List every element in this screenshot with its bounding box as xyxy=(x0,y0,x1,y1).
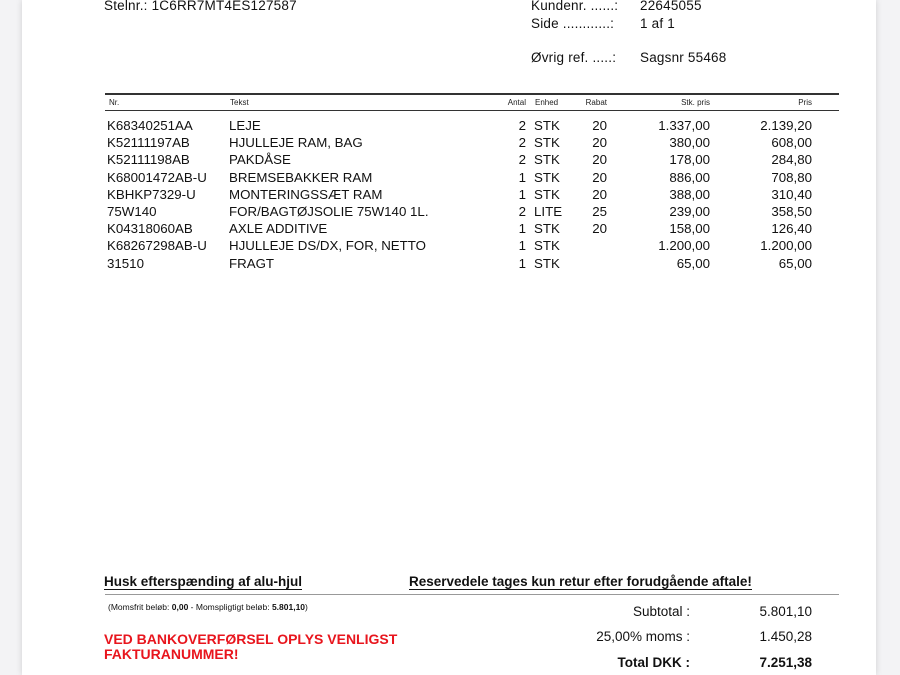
col-header-rabat: Rabat xyxy=(585,98,607,107)
kundenr-label: Kundenr. ......: xyxy=(531,0,619,13)
cell-tekst: HJULLEJE RAM, BAG xyxy=(229,135,363,151)
table-row xyxy=(22,221,876,238)
cell-enhed: STK xyxy=(534,152,560,168)
footer-rule xyxy=(105,594,839,595)
cell-pris: 2.139,20 xyxy=(760,118,812,133)
cell-nr: K68001472AB-U xyxy=(107,169,207,185)
total-label: Total DKK : xyxy=(617,655,690,670)
invoice-page xyxy=(22,0,876,675)
cell-nr: K68267298AB-U xyxy=(107,238,207,254)
table-row xyxy=(22,256,876,273)
cell-tekst: FOR/BAGTØJSOLIE 75W140 1L. xyxy=(229,204,429,219)
cell-nr: K68340251AA xyxy=(107,118,193,133)
cell-nr: K52111197AB xyxy=(107,135,190,151)
momsfrit-value: 0,00 xyxy=(171,602,189,612)
cell-pris: 310,40 xyxy=(771,186,812,202)
table-header-rule xyxy=(105,110,839,111)
cell-pris: 358,50 xyxy=(771,204,812,219)
col-header-tekst: Tekst xyxy=(230,98,249,107)
cell-rabat: 20 xyxy=(592,169,607,185)
table-row xyxy=(22,187,876,204)
cell-stkpris: 886,00 xyxy=(669,169,710,185)
bank-notice-line1: VED BANKOVERFØRSEL OPLYS VENLIGST xyxy=(104,631,398,647)
notice-alu-hjul: Husk efterspænding af alu-hjul xyxy=(104,574,303,589)
col-header-pris: Pris xyxy=(798,98,812,107)
cell-stkpris: 1.200,00 xyxy=(658,238,710,254)
cell-enhed: STK xyxy=(534,221,560,237)
cell-tekst: FRAGT xyxy=(229,255,275,271)
cell-pris: 284,80 xyxy=(771,152,812,168)
cell-antal: 1 xyxy=(518,238,526,254)
moms-label: 25,00% moms : xyxy=(596,629,690,644)
table-row xyxy=(22,204,876,221)
col-header-stkpris: Stk. pris xyxy=(681,98,710,107)
cell-nr: 31510 xyxy=(107,255,144,271)
cell-stkpris: 65,00 xyxy=(676,255,710,271)
table-row xyxy=(22,170,876,187)
cell-rabat: 20 xyxy=(592,152,607,168)
moms-breakdown xyxy=(108,602,308,612)
cell-rabat: 20 xyxy=(592,221,607,237)
col-header-enhed: Enhed xyxy=(535,98,559,107)
notice-retur: Reservedele tages kun retur efter forudgående aftale! xyxy=(409,574,752,589)
cell-enhed: STK xyxy=(534,135,560,151)
cell-antal: 2 xyxy=(518,204,526,219)
cell-antal: 1 xyxy=(518,221,526,237)
total-value: 7.251,38 xyxy=(759,655,812,670)
cell-pris: 126,40 xyxy=(771,221,812,237)
moms-value: 1.450,28 xyxy=(759,629,812,644)
cell-pris: 1.200,00 xyxy=(760,238,812,254)
cell-stkpris: 1.337,00 xyxy=(658,118,710,133)
subtotal-value: 5.801,10 xyxy=(759,604,812,619)
cell-nr: KBHKP7329-U xyxy=(107,186,196,202)
cell-antal: 2 xyxy=(518,118,526,133)
table-row xyxy=(22,238,876,255)
cell-pris: 65,00 xyxy=(778,255,812,271)
moms-suffix: ) xyxy=(305,602,308,612)
kundenr-value: 22645055 xyxy=(640,0,702,13)
cell-pris: 608,00 xyxy=(771,135,812,151)
cell-nr: K52111198AB xyxy=(107,152,190,168)
cell-tekst: AXLE ADDITIVE xyxy=(229,221,328,237)
cell-enhed: STK xyxy=(534,186,560,202)
cell-tekst: MONTERINGSSÆT RAM xyxy=(229,186,383,202)
moms-mid: - Momspligtigt beløb: xyxy=(188,602,272,612)
cell-tekst: BREMSEBAKKER RAM xyxy=(229,169,373,185)
moms-prefix: (Momsfrit beløb: xyxy=(108,602,172,612)
stelnr-text: Stelnr.: 1C6RR7MT4ES127587 xyxy=(104,0,297,13)
col-header-nr: Nr. xyxy=(109,98,120,107)
table-row xyxy=(22,135,876,152)
cell-enhed: STK xyxy=(534,238,560,254)
cell-enhed: LITE xyxy=(534,204,563,219)
table-row xyxy=(22,118,876,135)
cell-enhed: STK xyxy=(534,169,560,185)
cell-antal: 2 xyxy=(518,152,526,168)
cell-tekst: LEJE xyxy=(229,118,261,133)
cell-nr: 75W140 xyxy=(107,204,157,219)
cell-antal: 1 xyxy=(518,186,526,202)
subtotal-label: Subtotal : xyxy=(632,604,690,619)
cell-enhed: STK xyxy=(534,118,560,133)
cell-antal: 1 xyxy=(518,255,526,271)
cell-nr: K04318060AB xyxy=(107,221,193,237)
bank-notice-line2: FAKTURANUMMER! xyxy=(104,646,239,662)
ref-value: Sagsnr 55468 xyxy=(640,50,727,65)
cell-stkpris: 388,00 xyxy=(669,186,710,202)
cell-stkpris: 158,00 xyxy=(669,221,710,237)
cell-stkpris: 239,00 xyxy=(669,204,710,219)
cell-pris: 708,80 xyxy=(771,169,812,185)
cell-tekst: HJULLEJE DS/DX, FOR, NETTO xyxy=(229,238,427,254)
ref-label: Øvrig ref. .....: xyxy=(531,50,617,65)
side-label: Side ............: xyxy=(531,16,615,31)
cell-stkpris: 380,00 xyxy=(669,135,710,151)
cell-tekst: PAKDÅSE xyxy=(229,152,291,168)
cell-antal: 2 xyxy=(518,135,526,151)
side-value: 1 af 1 xyxy=(640,16,675,31)
cell-rabat: 20 xyxy=(592,186,607,202)
cell-enhed: STK xyxy=(534,255,560,271)
momspligtigt-value: 5.801,10 xyxy=(271,602,306,612)
cell-antal: 1 xyxy=(518,169,526,185)
cell-rabat: 20 xyxy=(592,118,607,133)
table-top-rule xyxy=(105,93,839,95)
cell-rabat: 25 xyxy=(592,204,607,219)
table-row xyxy=(22,152,876,169)
cell-stkpris: 178,00 xyxy=(669,152,710,168)
cell-rabat: 20 xyxy=(592,135,607,151)
col-header-antal: Antal xyxy=(507,98,526,107)
